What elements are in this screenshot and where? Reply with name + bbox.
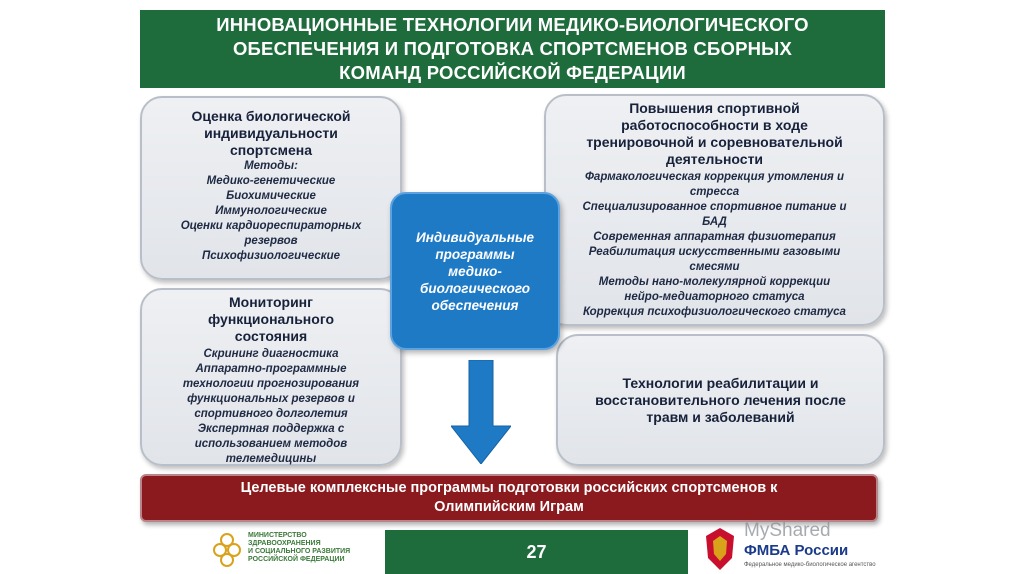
list-item: Методы нано-молекулярной коррекции нейро-медиаторного статуса bbox=[598, 276, 831, 303]
list-item: Психофизиологические bbox=[201, 250, 341, 262]
box-functional-monitoring bbox=[140, 288, 402, 466]
list-item: Специализированное спортивное питание и БАД bbox=[582, 201, 847, 228]
fmba-logo bbox=[700, 520, 880, 574]
agency-subtitle: Федеральное медико-биологическое агентство bbox=[744, 562, 876, 568]
list-item: Коррекция психофизиологического статуса bbox=[583, 306, 846, 318]
list-item: Оценки кардиореспираторных резервов bbox=[180, 220, 362, 247]
page-number: 27 bbox=[526, 541, 547, 562]
page-number-bar bbox=[385, 530, 688, 574]
center-label: Индивидуальные программы медико- биологического обеспечения bbox=[416, 229, 534, 313]
list-item: Реабилитация искусственными газовыми смесями bbox=[588, 246, 841, 273]
fmba-emblem-icon bbox=[700, 524, 740, 574]
list-item: Медико-генетические bbox=[206, 175, 336, 187]
ministry-name: МИНИСТЕРСТВО ЗДРАВООХРАНЕНИЯ И СОЦИАЛЬНОГО РАЗВИТИЯ РОССИЙСКОЙ ФЕДЕРАЦИИ bbox=[248, 532, 351, 563]
box-title: Технологии реабилитации и восстановительного лечения после травм и заболеваний bbox=[595, 374, 846, 425]
center-individual-programs bbox=[390, 192, 560, 350]
list-item: Скрининг диагностика bbox=[203, 348, 339, 360]
target-programs-banner bbox=[140, 474, 878, 522]
list-item: Биохимические bbox=[226, 190, 316, 202]
list-item: Современная аппаратная физиотерапия bbox=[593, 231, 836, 243]
list-item: Экспертная поддержка с использованием методов телемедицины bbox=[194, 423, 348, 465]
box-title: Оценка биологической индивидуальности спортсмена bbox=[191, 108, 351, 158]
header-banner bbox=[140, 10, 885, 88]
box-item-list bbox=[546, 170, 883, 320]
arrow-down-icon bbox=[451, 360, 511, 464]
box-rehabilitation bbox=[556, 334, 885, 466]
box-item-list bbox=[142, 347, 400, 467]
list-item: Фармакологическая коррекция утомления и стресса bbox=[584, 171, 845, 198]
ministry-logo bbox=[210, 528, 380, 574]
box-performance-enhancement bbox=[544, 94, 885, 326]
box-title: Мониторинг функционального состояния bbox=[207, 294, 335, 344]
ministry-emblem-icon bbox=[210, 530, 244, 570]
box-title: Повышения спортивной работоспособности в ходе тренировочной и соревновательной деятельности bbox=[586, 100, 843, 167]
list-item: Иммунологические bbox=[215, 205, 327, 217]
box-item-list bbox=[142, 159, 400, 264]
watermark-text: MyShared bbox=[744, 520, 831, 541]
slide-title: ИННОВАЦИОННЫЕ ТЕХНОЛОГИИ МЕДИКО-БИОЛОГИЧЕСКОГО ОБЕСПЕЧЕНИЯ И ПОДГОТОВКА СПОРТСМЕНОВ СБОРНЫХ КОМАНД РОССИЙСКОЙ ФЕДЕРАЦИИ bbox=[216, 14, 809, 83]
list-item: Аппаратно-программные технологии прогнозирования функциональных резервов и спортивного долголетия bbox=[182, 363, 360, 420]
box-biological-individuality bbox=[140, 96, 402, 280]
list-item: Методы: bbox=[244, 160, 298, 172]
agency-name: ФМБА России bbox=[744, 542, 849, 559]
target-programs-label: Целевые комплексные программы подготовки российских спортсменов к Олимпийским Играм bbox=[240, 480, 778, 515]
